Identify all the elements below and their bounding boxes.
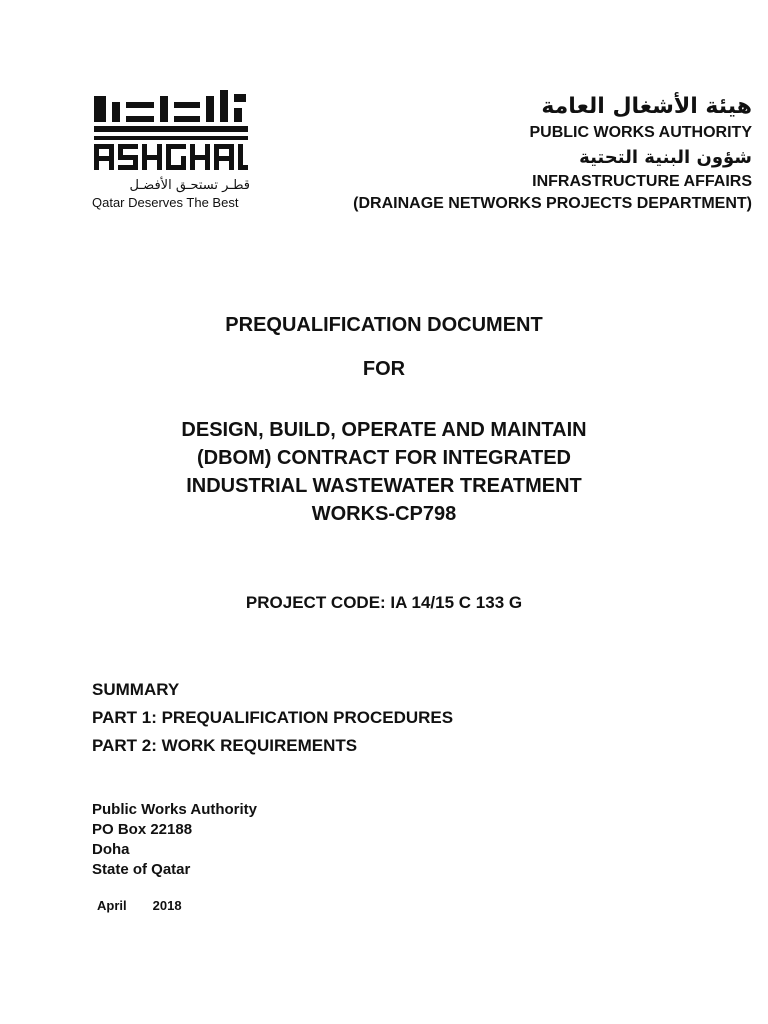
address-block <box>92 800 257 880</box>
division-name-english: INFRASTRUCTURE AFFAIRS <box>532 173 752 190</box>
project-title-line: DESIGN, BUILD, OPERATE AND MAINTAIN <box>181 419 587 441</box>
contents-item: SUMMARY <box>92 680 180 699</box>
authority-header <box>353 92 752 215</box>
address-line: State of Qatar <box>92 861 191 878</box>
department-name: (DRAINAGE NETWORKS PROJECTS DEPARTMENT) <box>353 195 752 212</box>
project-title-line: WORKS-CP798 <box>311 503 457 525</box>
project-code: PROJECT CODE: IA 14/15 C 133 G <box>245 593 523 612</box>
contents-item: PART 1: PREQUALIFICATION PROCEDURES <box>92 708 454 727</box>
project-title-line: INDUSTRIAL WASTEWATER TREATMENT <box>186 475 582 497</box>
date-month: April <box>97 898 127 913</box>
contents-item: PART 2: WORK REQUIREMENTS <box>92 736 358 755</box>
division-name-arabic: شؤون البنية التحتية <box>579 147 752 168</box>
document-title-for: FOR <box>362 358 406 380</box>
authority-name-arabic: هيئة الأشغال العامة <box>541 94 752 119</box>
logo-tagline-english: Qatar Deserves The Best <box>92 195 239 210</box>
address-line: PO Box 22188 <box>92 821 193 838</box>
project-title-line: (DBOM) CONTRACT FOR INTEGRATED <box>196 447 572 469</box>
address-line: Doha <box>92 841 130 858</box>
logo-tagline-arabic: قطـر تستحـق الأفضـل <box>129 178 250 193</box>
contents-list <box>92 676 453 760</box>
document-title: PREQUALIFICATION DOCUMENT <box>225 314 543 336</box>
ashghal-logo-mark <box>92 90 250 172</box>
document-date <box>97 898 182 913</box>
project-title <box>0 416 768 528</box>
date-year: 2018 <box>152 898 182 913</box>
authority-name-english: PUBLIC WORKS AUTHORITY <box>529 124 752 141</box>
address-line: Public Works Authority <box>92 801 258 818</box>
ashghal-logo <box>92 90 252 210</box>
